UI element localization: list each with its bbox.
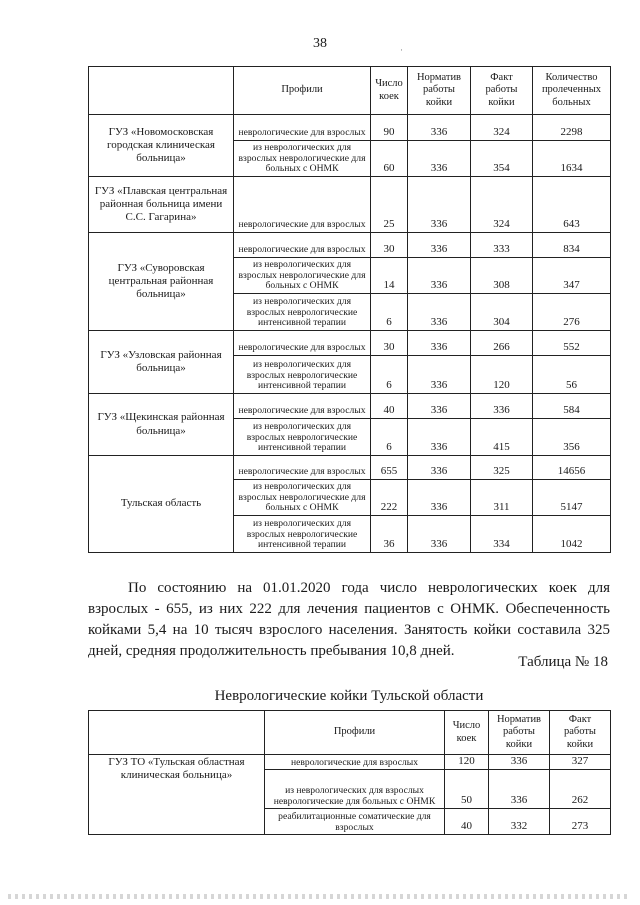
- table-row: [89, 755, 611, 770]
- beds-cell: 655: [371, 456, 408, 480]
- corner-mark: ·: [400, 45, 403, 55]
- header-profile: Профили: [265, 711, 445, 755]
- beds-cell: 120: [445, 755, 489, 770]
- profile-cell: из неврологических для взрослых неврологические для больных с ОНМК: [265, 770, 445, 809]
- beds-cell: 40: [371, 394, 408, 419]
- norm-cell: 336: [489, 770, 550, 809]
- profile-cell: неврологические для взрослых: [234, 394, 371, 419]
- norm-cell: 336: [408, 419, 471, 456]
- org-cell: ГУЗ «Щекинская районная больница»: [89, 394, 234, 456]
- fact-cell: 120: [471, 356, 533, 394]
- header-beds: Число коек: [371, 67, 408, 115]
- norm-cell: 332: [489, 809, 550, 835]
- header-fact: Факт работы койки: [550, 711, 611, 755]
- norm-cell: 336: [408, 294, 471, 331]
- table-number: Таблица № 18: [518, 654, 608, 670]
- fact-cell: 415: [471, 419, 533, 456]
- header-norm: Норматив работы койки: [489, 711, 550, 755]
- fact-cell: 311: [471, 480, 533, 516]
- norm-cell: 336: [408, 480, 471, 516]
- table-row: [89, 115, 611, 141]
- norm-cell: 336: [408, 356, 471, 394]
- profile-cell: из неврологических для взрослых неврологические интенсивной терапии: [234, 516, 371, 553]
- profile-cell: неврологические для взрослых: [265, 755, 445, 770]
- treated-cell: 356: [533, 419, 611, 456]
- treated-cell: 643: [533, 177, 611, 233]
- norm-cell: 336: [408, 177, 471, 233]
- header-norm: Норматив работы койки: [408, 67, 471, 115]
- profile-cell: из неврологических для взрослых неврологические интенсивной терапии: [234, 356, 371, 394]
- fact-cell: 273: [550, 809, 611, 835]
- beds-cell: 60: [371, 141, 408, 177]
- norm-cell: 336: [408, 456, 471, 480]
- beds-cell: 36: [371, 516, 408, 553]
- treated-cell: 1042: [533, 516, 611, 553]
- fact-cell: 336: [471, 394, 533, 419]
- fact-cell: 304: [471, 294, 533, 331]
- fact-cell: 262: [550, 770, 611, 809]
- summary-paragraph: По состоянию на 01.01.2020 года число неврологических коек для взрослых - 655, из них 222 для лечения пациентов с ОНМК. Обеспеченность койками 5,4 на 10 тысяч взрослого населения. Занятость койки составила 325 дней, средняя продолжительность пребывания 10,8 дней.: [88, 580, 610, 659]
- profile-cell: из неврологических для взрослых неврологические для больных с ОНМК: [234, 141, 371, 177]
- treated-cell: 2298: [533, 115, 611, 141]
- profile-cell: неврологические для взрослых: [234, 177, 371, 233]
- treated-cell: 14656: [533, 456, 611, 480]
- profile-cell: неврологические для взрослых: [234, 115, 371, 141]
- norm-cell: 336: [408, 115, 471, 141]
- beds-cell: 14: [371, 258, 408, 294]
- beds-cell: 50: [445, 770, 489, 809]
- profile-cell: неврологические для взрослых: [234, 233, 371, 258]
- table-row: [89, 394, 611, 419]
- fact-cell: 324: [471, 115, 533, 141]
- norm-cell: 336: [408, 394, 471, 419]
- header-beds: Число коек: [445, 711, 489, 755]
- table-row: [89, 331, 611, 356]
- profile-cell: реабилитационные соматические для взрослых: [265, 809, 445, 835]
- table-caption: Неврологические койки Тульской области: [214, 688, 484, 704]
- norm-cell: 336: [408, 258, 471, 294]
- bed-statistics-table: [88, 66, 611, 553]
- org-cell: ГУЗ «Суворовская центральная районная больница»: [89, 233, 234, 331]
- table-header-row: [89, 67, 611, 115]
- beds-cell: 6: [371, 356, 408, 394]
- fact-cell: 266: [471, 331, 533, 356]
- profile-cell: неврологические для взрослых: [234, 456, 371, 480]
- norm-cell: 336: [408, 233, 471, 258]
- beds-cell: 25: [371, 177, 408, 233]
- beds-cell: 6: [371, 419, 408, 456]
- treated-cell: 347: [533, 258, 611, 294]
- treated-cell: 276: [533, 294, 611, 331]
- treated-cell: 552: [533, 331, 611, 356]
- table-row: [89, 177, 611, 233]
- norm-cell: 336: [408, 141, 471, 177]
- header-org: [89, 711, 265, 755]
- norm-cell: 336: [408, 516, 471, 553]
- norm-cell: 336: [408, 331, 471, 356]
- beds-cell: 90: [371, 115, 408, 141]
- scan-artifact-line: [8, 894, 628, 899]
- table-header-row: [89, 711, 611, 755]
- beds-cell: 30: [371, 233, 408, 258]
- profile-cell: из неврологических для взрослых неврологические интенсивной терапии: [234, 419, 371, 456]
- org-cell: ГУЗ «Плавская центральная районная больница имени С.С. Гагарина»: [89, 177, 234, 233]
- treated-cell: 1634: [533, 141, 611, 177]
- beds-cell: 40: [445, 809, 489, 835]
- profile-cell: из неврологических для взрослых неврологические для больных с ОНМК: [234, 480, 371, 516]
- org-cell: ГУЗ «Новомосковская городская клиническая больница»: [89, 115, 234, 177]
- fact-cell: 325: [471, 456, 533, 480]
- beds-cell: 6: [371, 294, 408, 331]
- header-org: [89, 67, 234, 115]
- header-treated: Количество пролеченных больных: [533, 67, 611, 115]
- org-cell: Тульская область: [89, 456, 234, 553]
- fact-cell: 324: [471, 177, 533, 233]
- fact-cell: 333: [471, 233, 533, 258]
- header-profile: Профили: [234, 67, 371, 115]
- fact-cell: 308: [471, 258, 533, 294]
- beds-cell: 30: [371, 331, 408, 356]
- treated-cell: 584: [533, 394, 611, 419]
- profile-cell: неврологические для взрослых: [234, 331, 371, 356]
- norm-cell: 336: [489, 755, 550, 770]
- org-cell: ГУЗ «Узловская районная больница»: [89, 331, 234, 394]
- treated-cell: 834: [533, 233, 611, 258]
- treated-cell: 56: [533, 356, 611, 394]
- regional-beds-table: [88, 710, 611, 835]
- page-number: 38: [313, 36, 327, 51]
- profile-cell: из неврологических для взрослых неврологические для больных с ОНМК: [234, 258, 371, 294]
- beds-cell: 222: [371, 480, 408, 516]
- org-cell: ГУЗ ТО «Тульская областная клиническая больница»: [89, 755, 265, 835]
- header-fact: Факт работы койки: [471, 67, 533, 115]
- fact-cell: 327: [550, 755, 611, 770]
- profile-cell: из неврологических для взрослых неврологические интенсивной терапии: [234, 294, 371, 331]
- fact-cell: 334: [471, 516, 533, 553]
- table-row: [89, 233, 611, 258]
- fact-cell: 354: [471, 141, 533, 177]
- table-row: [89, 456, 611, 480]
- treated-cell: 5147: [533, 480, 611, 516]
